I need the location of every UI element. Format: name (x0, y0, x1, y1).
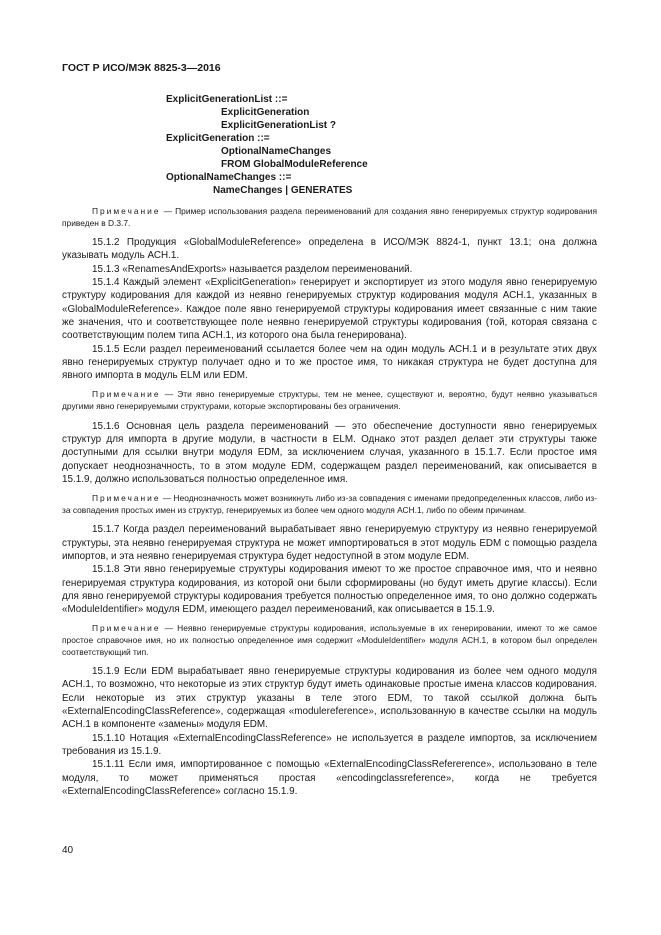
note (62, 206, 597, 229)
note-label: Примечание (92, 623, 161, 634)
paragraph: 15.1.9 Если EDM вырабатывает явно генерируемые структуры кодирования из более чем одного модуля АСН.1, то возможно, что некоторые из этих структур будут иметь одинаковые простые имена классов кодирования. Если некоторые из этих структур указаны в теле этого EDM, то такой ссылкой должна быть «ExternalEncodingClassReference», содержащая «modulereference», использованную в качестве ссылки на модуль АСН.1 в компоненте «замены» модуля EDM. (62, 666, 597, 731)
paragraph: 15.1.6 Основная цель раздела переименований — это обеспечение доступности явно генерируемых структур для импорта в другие модули, в частности в ELM. Однако этот раздел делает эти структуры также доступными для ссылки внутри модуля EDM, за исключением случая, указанного в 15.1.7. Если простое имя допускает неоднозначность, то в этом модуле EDM, содержащем раздел переименований, как описывается в 15.1.9, должно использоваться полностью определенное имя. (62, 420, 597, 485)
page-number: 40 (62, 845, 74, 856)
standard-header: ГОСТ Р ИСО/МЭК 8825-3—2016 (62, 62, 221, 74)
grammar-line: ExplicitGenerationList ? (221, 120, 337, 131)
note-text: — Эти явно генерируемые структуры, тем не менее, существуют и, вероятно, будут неявно указываться другими явно генерируемыми структурами, которые экспортированы без ограничения. (62, 389, 597, 412)
paragraph: 15.1.8 Эти явно генерируемые структуры кодирования имеют то же простое справочное имя, что и неявно генерируемая структура кодирования, из которой они были сформированы (но будут иметь другие классы). Если для явно генерируемой структуры кодирования требуется полностью определенное имя, то оно должно содержать «ModuleIdentifier» модуля EDM, имеющего раздел переименований, как описывается в 15.1.9. (62, 564, 597, 616)
paragraph: 15.1.7 Когда раздел переименований вырабатывает явно генерируемую структуру из неявно генерируемой структуры, эта неявно генерируемая структура не может импортироваться в этот модуль EDM с помощью раздела импортов, и эта неявно генерируемая структура будет недоступной в этом модуле EDM. (62, 524, 597, 562)
grammar-line: OptionalNameChanges (221, 146, 332, 157)
grammar-line: NameChanges | GENERATES (213, 185, 353, 196)
note-text: — Неоднозначность может возникнуть либо из-за совпадения с именами предопределенных классов, либо из-за совпадения простых имен из структур, генерируемых из более чем одного модуля АСН.1, либо по обеим причинам. (62, 493, 597, 515)
grammar-line: ExplicitGeneration (221, 107, 310, 118)
paragraph: 15.1.3 «RenamesAndExports» называется разделом переименований. (92, 263, 413, 275)
note-text: — Пример использования раздела переименований для создания явно генерируемых структур кодирования приведен в D.3.7. (62, 206, 597, 228)
grammar-line: FROM GlobalModuleReference (221, 159, 368, 170)
grammar-line: ExplicitGenerationList ::= (166, 94, 288, 105)
paragraph: 15.1.2 Продукция «GlobalModuleReference» определена в ИСО/МЭК 8824-1, пункт 13.1; она должна указывать модуль АСН.1. (62, 237, 597, 262)
paragraph: 15.1.5 Если раздел переименований ссылается более чем на один модуль АСН.1 и в результате этих двух явно генерируемых структур получает одно и то же простое имя, то никакая структура не будет доступна для явного импорта в модуль ELM или EDM. (62, 343, 597, 382)
note-label: Примечание (92, 493, 161, 504)
paragraph: 15.1.10 Нотация «ExternalEncodingClassReference» не используется в разделе импортов, за исключением требования из 15.1.9. (62, 732, 597, 757)
note-label: Примечание (92, 389, 161, 400)
note-label: Примечание (92, 206, 161, 216)
note (62, 623, 597, 658)
body-text (62, 206, 597, 798)
paragraph: 15.1.11 Если имя, импортированное с помощью «ExternalEncodingClassRefererence», использовано в теле модуля, то может применяться простая «encodingclassreference», когда не требуется «ExternalEncodingClassReference» согласно 15.1.9. (62, 759, 597, 797)
grammar-line: OptionalNameChanges ::= (166, 172, 292, 183)
paragraph: 15.1.4 Каждый элемент «ExplicitGeneration» генерирует и экспортирует из этого модуля явно генерируемую структуру кодирования для каждой из неявно генерируемых структур кодирования модуля АСН.1, указанных в «GlobalModuleReference». Каждое поле явно генерируемой структуры кодирования имеет связанные с ним такие же значения, что и соответствующее поле неявно генерируемой структуры кодирования (той, которая связана с соответствующим полем типа АСН.1, из которого она была генерирована). (62, 277, 597, 342)
note-text: — Неявно генерируемые структуры кодирования, используемые в их генерировании, имеют то же самое простое справочное имя, но их полностью определенное имя содержит «ModuleIdentifier» модуля АСН.1, в котором был определен соответствующий тип. (62, 623, 597, 657)
note (62, 389, 597, 412)
note (62, 493, 597, 516)
grammar-line: ExplicitGeneration ::= (166, 133, 270, 144)
